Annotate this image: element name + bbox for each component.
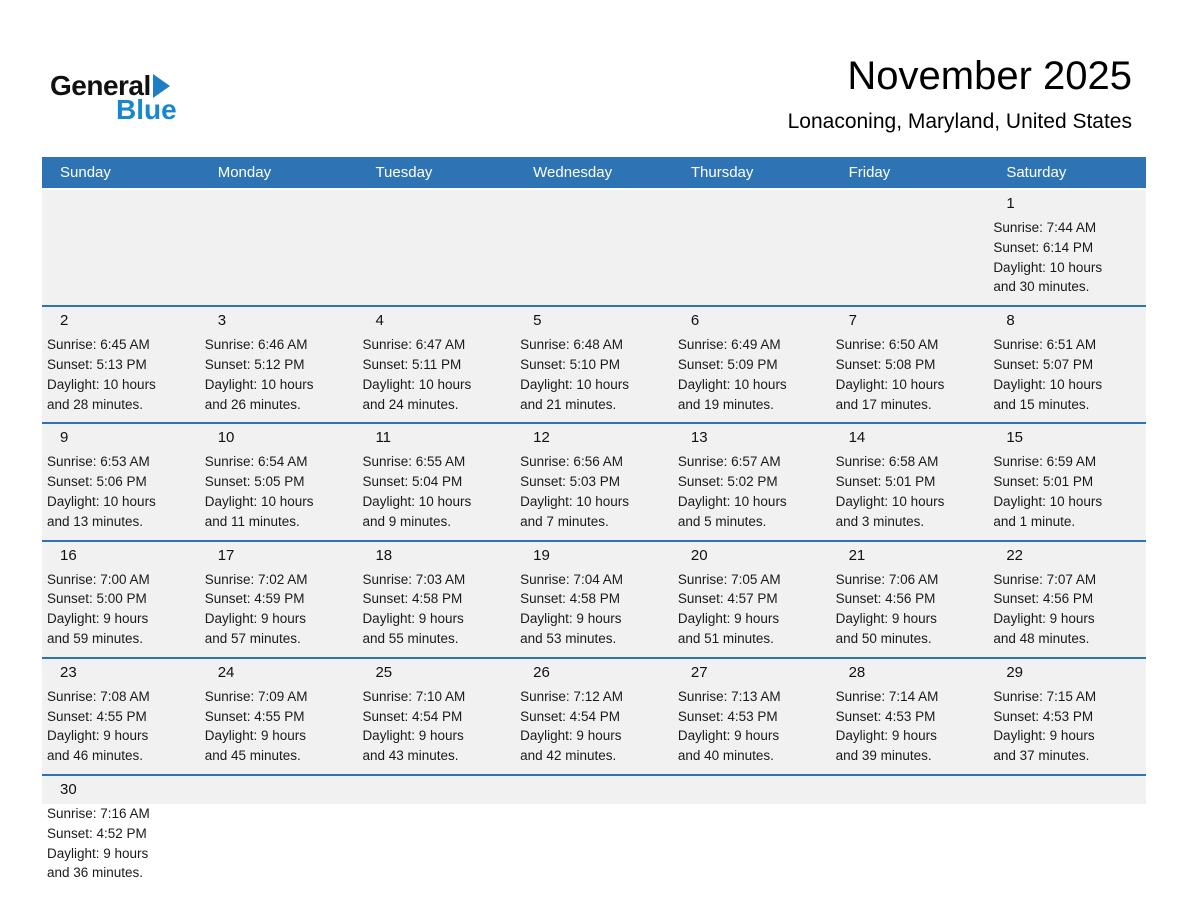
sunrise-text: Sunrise: 7:02 AM (204, 571, 308, 587)
day-number: 7 (848, 312, 857, 330)
day-cell-24 (200, 659, 358, 774)
daylight-text-line2: and 11 minutes. (204, 513, 300, 529)
day-number: 19 (533, 546, 550, 564)
daylight-text-line1: Daylight: 9 hours (47, 728, 149, 744)
sunrise-text: Sunrise: 7:05 AM (677, 571, 781, 587)
sunrise-text: Sunrise: 7:12 AM (520, 688, 623, 704)
weekday-thursday: Thursday (690, 164, 754, 181)
sunset-text: Sunset: 4:53 PM (835, 708, 936, 724)
day-number: 9 (60, 429, 69, 447)
daylight-text-line1: Daylight: 10 hours (362, 493, 472, 509)
sunset-text: Sunset: 5:01 PM (993, 474, 1094, 490)
sunrise-text: Sunrise: 7:03 AM (362, 571, 466, 587)
sunrise-text: Sunrise: 6:58 AM (835, 454, 939, 470)
daylight-text-line1: Daylight: 9 hours (362, 728, 464, 744)
sunrise-text: Sunrise: 6:47 AM (362, 337, 466, 353)
daylight-text-line2: and 37 minutes. (993, 748, 1090, 764)
day-cell-23 (42, 659, 200, 774)
day-number: 12 (533, 429, 550, 447)
day-number: 15 (1006, 429, 1023, 447)
daylight-text-line1: Daylight: 10 hours (835, 376, 945, 392)
daylight-text-line1: Daylight: 9 hours (520, 611, 622, 627)
day-cell-2 (42, 307, 200, 422)
daylight-text-line2: and 48 minutes. (993, 630, 1090, 646)
day-number: 1 (1006, 195, 1015, 212)
daylight-text-line2: and 46 minutes. (47, 748, 144, 764)
daylight-text-line2: and 50 minutes. (835, 630, 932, 646)
daylight-text-line1: Daylight: 9 hours (993, 611, 1095, 627)
weekday-saturday: Saturday (1006, 164, 1067, 181)
daylight-text-line1: Daylight: 10 hours (520, 376, 629, 392)
sunrise-text: Sunrise: 7:09 AM (204, 688, 308, 704)
day-number: 13 (690, 429, 708, 447)
sunrise-text: Sunrise: 7:00 AM (47, 571, 150, 587)
day-cell-empty (831, 776, 989, 891)
daylight-text-line2: and 9 minutes. (362, 513, 451, 529)
sunrise-text: Sunrise: 7:06 AM (835, 571, 939, 587)
week-row-1 (42, 190, 1146, 305)
daylight-text-line1: Daylight: 10 hours (677, 376, 787, 392)
sunset-text: Sunset: 5:10 PM (520, 356, 620, 372)
sunrise-text: Sunrise: 6:48 AM (520, 337, 623, 353)
weekday-tuesday: Tuesday (375, 164, 433, 181)
day-number: 16 (60, 546, 77, 564)
day-cell-14 (831, 424, 989, 539)
day-number: 11 (375, 429, 392, 447)
daylight-text-line2: and 40 minutes. (677, 748, 774, 764)
daylight-text-line1: Daylight: 9 hours (362, 611, 464, 627)
daylight-text-line2: and 5 minutes. (677, 513, 767, 529)
day-cell-1 (988, 190, 1146, 305)
day-cell-empty (515, 776, 673, 891)
calendar-page (42, 0, 1146, 891)
day-cell-18 (357, 542, 515, 657)
daylight-text-line2: and 21 minutes. (520, 396, 617, 412)
weekday-sunday: Sunday (60, 164, 111, 181)
daylight-text-line1: Daylight: 10 hours (204, 376, 314, 392)
daylight-text-line1: Daylight: 10 hours (993, 493, 1103, 509)
sunset-text: Sunset: 4:54 PM (362, 708, 463, 724)
day-cell-12 (515, 424, 673, 539)
weekday-wednesday: Wednesday (533, 164, 613, 181)
day-cell-30 (42, 776, 200, 891)
sunrise-text: Sunrise: 6:54 AM (204, 454, 308, 470)
day-cell-29 (988, 659, 1146, 774)
daylight-text-line1: Daylight: 9 hours (47, 845, 149, 861)
day-cell-19 (515, 542, 673, 657)
day-cell-26 (515, 659, 673, 774)
day-cell-8 (988, 307, 1146, 422)
sunset-text: Sunset: 4:59 PM (204, 591, 305, 607)
day-number: 27 (690, 663, 708, 681)
daylight-text-line2: and 43 minutes. (362, 748, 459, 764)
day-number: 18 (375, 546, 393, 564)
day-number: 10 (217, 429, 235, 447)
day-cell-empty (673, 776, 831, 891)
daylight-text-line2: and 15 minutes. (993, 396, 1090, 412)
day-cell-20 (673, 542, 831, 657)
sunset-text: Sunset: 5:11 PM (362, 356, 462, 372)
day-number: 29 (1006, 663, 1023, 681)
sunrise-text: Sunrise: 7:13 AM (677, 688, 781, 704)
sunrise-text: Sunrise: 6:56 AM (520, 454, 623, 470)
sunrise-text: Sunrise: 7:14 AM (835, 688, 939, 704)
day-cell-empty (200, 190, 358, 305)
sunrise-text: Sunrise: 7:15 AM (993, 688, 1097, 704)
daylight-text-line1: Daylight: 9 hours (835, 728, 937, 744)
weekday-header-row (42, 157, 1146, 188)
sunrise-text: Sunrise: 7:08 AM (47, 688, 150, 704)
sunset-text: Sunset: 4:54 PM (520, 708, 620, 724)
daylight-text-line1: Daylight: 10 hours (47, 493, 156, 509)
day-cell-empty (200, 776, 358, 891)
daylight-text-line2: and 26 minutes. (204, 396, 301, 412)
title-block (788, 54, 1132, 134)
sunrise-text: Sunrise: 6:51 AM (993, 337, 1097, 353)
day-cell-28 (831, 659, 989, 774)
day-cell-13 (673, 424, 831, 539)
day-number: 20 (690, 546, 708, 564)
day-cell-empty (357, 190, 515, 305)
sunrise-text: Sunrise: 7:04 AM (520, 571, 623, 587)
sunrise-text: Sunrise: 7:07 AM (993, 571, 1097, 587)
sunset-text: Sunset: 5:13 PM (47, 356, 147, 372)
daylight-text-line2: and 30 minutes. (993, 279, 1090, 295)
week-row-6 (42, 774, 1146, 891)
day-number: 30 (60, 780, 77, 798)
logo-text-blue: Blue (116, 94, 177, 125)
sunset-text: Sunset: 4:52 PM (47, 825, 147, 841)
calendar-grid (42, 190, 1146, 891)
week-row-5 (42, 657, 1146, 774)
daylight-text-line2: and 28 minutes. (47, 396, 144, 412)
sunset-text: Sunset: 4:53 PM (993, 708, 1094, 724)
page-title: November 2025 (847, 54, 1132, 98)
sunset-text: Sunset: 5:05 PM (204, 474, 305, 490)
day-number: 17 (217, 546, 235, 564)
day-cell-empty (515, 190, 673, 305)
day-cell-6 (673, 307, 831, 422)
day-cell-21 (831, 542, 989, 657)
day-cell-25 (357, 659, 515, 774)
day-cell-empty (831, 190, 989, 305)
day-cell-9 (42, 424, 200, 539)
daylight-text-line2: and 17 minutes. (835, 396, 932, 412)
daylight-text-line1: Daylight: 9 hours (835, 611, 937, 627)
sunrise-text: Sunrise: 6:53 AM (47, 454, 150, 470)
day-number: 8 (1006, 312, 1015, 330)
day-cell-4 (357, 307, 515, 422)
weekday-friday: Friday (848, 164, 891, 181)
logo-text-general: General (50, 70, 151, 101)
sunset-text: Sunset: 5:12 PM (204, 356, 305, 372)
sunset-text: Sunset: 5:07 PM (993, 356, 1094, 372)
day-number: 5 (533, 312, 542, 330)
week-row-2 (42, 305, 1146, 422)
sunrise-text: Sunrise: 7:10 AM (362, 688, 466, 704)
sunrise-text: Sunrise: 6:45 AM (47, 337, 150, 353)
daylight-text-line1: Daylight: 9 hours (204, 611, 307, 627)
sunset-text: Sunset: 4:55 PM (204, 708, 305, 724)
sunset-text: Sunset: 5:01 PM (835, 474, 936, 490)
sunrise-text: Sunrise: 7:16 AM (47, 805, 150, 821)
daylight-text-line1: Daylight: 9 hours (677, 728, 780, 744)
day-cell-10 (200, 424, 358, 539)
day-cell-empty (673, 190, 831, 305)
daylight-text-line1: Daylight: 10 hours (204, 493, 314, 509)
general-blue-logo (50, 72, 177, 124)
daylight-text-line1: Daylight: 9 hours (520, 728, 622, 744)
sunset-text: Sunset: 5:00 PM (47, 591, 147, 607)
day-cell-7 (831, 307, 989, 422)
sunset-text: Sunset: 5:08 PM (835, 356, 936, 372)
daylight-text-line1: Daylight: 10 hours (520, 493, 629, 509)
page-header (42, 0, 1146, 157)
sunset-text: Sunset: 4:53 PM (677, 708, 778, 724)
day-cell-22 (988, 542, 1146, 657)
daylight-text-line2: and 42 minutes. (520, 748, 617, 764)
day-number: 28 (848, 663, 866, 681)
daylight-text-line1: Daylight: 9 hours (677, 611, 780, 627)
day-cell-5 (515, 307, 673, 422)
sunset-text: Sunset: 4:57 PM (677, 591, 778, 607)
sunset-text: Sunset: 4:55 PM (47, 708, 147, 724)
daylight-text-line2: and 7 minutes. (520, 513, 609, 529)
day-number: 25 (375, 663, 393, 681)
week-row-4 (42, 540, 1146, 657)
daylight-text-line2: and 36 minutes. (47, 865, 144, 881)
daylight-text-line2: and 53 minutes. (520, 630, 617, 646)
daylight-text-line1: Daylight: 10 hours (677, 493, 787, 509)
day-cell-15 (988, 424, 1146, 539)
daylight-text-line2: and 24 minutes. (362, 396, 459, 412)
day-cell-3 (200, 307, 358, 422)
daylight-text-line1: Daylight: 10 hours (47, 376, 156, 392)
day-number: 4 (375, 312, 384, 330)
day-cell-27 (673, 659, 831, 774)
day-cell-17 (200, 542, 358, 657)
sunset-text: Sunset: 5:04 PM (362, 474, 463, 490)
day-number: 26 (533, 663, 550, 681)
daylight-text-line1: Daylight: 9 hours (204, 728, 307, 744)
day-number: 23 (60, 663, 77, 681)
daylight-text-line1: Daylight: 10 hours (993, 259, 1103, 275)
daylight-text-line1: Daylight: 9 hours (47, 611, 149, 627)
sunset-text: Sunset: 6:14 PM (993, 239, 1094, 255)
sunrise-text: Sunrise: 6:49 AM (677, 337, 781, 353)
sunset-text: Sunset: 5:03 PM (520, 474, 620, 490)
sunset-text: Sunset: 4:56 PM (993, 591, 1094, 607)
sunrise-text: Sunrise: 6:50 AM (835, 337, 939, 353)
day-number: 24 (217, 663, 235, 681)
sunset-text: Sunset: 5:06 PM (47, 474, 147, 490)
sunrise-text: Sunrise: 6:57 AM (677, 454, 781, 470)
daylight-text-line2: and 59 minutes. (47, 630, 144, 646)
page-subtitle: Lonaconing, Maryland, United States (787, 110, 1132, 133)
day-cell-empty (988, 776, 1146, 891)
daylight-text-line2: and 55 minutes. (362, 630, 459, 646)
daylight-text-line2: and 3 minutes. (835, 513, 925, 529)
sunset-text: Sunset: 5:02 PM (677, 474, 778, 490)
daylight-text-line2: and 39 minutes. (835, 748, 932, 764)
daylight-text-line2: and 45 minutes. (204, 748, 301, 764)
sunrise-text: Sunrise: 6:46 AM (204, 337, 308, 353)
daylight-text-line2: and 1 minute. (993, 513, 1076, 529)
daylight-text-line1: Daylight: 10 hours (835, 493, 945, 509)
sunset-text: Sunset: 5:09 PM (677, 356, 778, 372)
sunset-text: Sunset: 4:58 PM (520, 591, 620, 607)
daylight-text-line2: and 51 minutes. (677, 630, 774, 646)
day-number: 6 (690, 312, 700, 330)
daylight-text-line1: Daylight: 9 hours (993, 728, 1095, 744)
sunset-text: Sunset: 4:58 PM (362, 591, 463, 607)
weekday-monday: Monday (217, 164, 272, 181)
day-cell-empty (42, 190, 200, 305)
day-cell-empty (357, 776, 515, 891)
daylight-text-line1: Daylight: 10 hours (993, 376, 1103, 392)
day-cell-11 (357, 424, 515, 539)
sunrise-text: Sunrise: 7:44 AM (993, 220, 1097, 235)
day-number: 2 (60, 312, 69, 330)
day-number: 3 (217, 312, 227, 330)
sunrise-text: Sunrise: 6:55 AM (362, 454, 466, 470)
day-cell-16 (42, 542, 200, 657)
week-row-3 (42, 422, 1146, 539)
sunset-text: Sunset: 4:56 PM (835, 591, 936, 607)
daylight-text-line2: and 19 minutes. (677, 396, 774, 412)
daylight-text-line2: and 57 minutes. (204, 630, 301, 646)
daylight-text-line2: and 13 minutes. (47, 513, 144, 529)
day-number: 21 (848, 546, 866, 564)
day-number: 14 (848, 429, 866, 447)
daylight-text-line1: Daylight: 10 hours (362, 376, 472, 392)
sunrise-text: Sunrise: 6:59 AM (993, 454, 1097, 470)
day-number: 22 (1006, 546, 1023, 564)
